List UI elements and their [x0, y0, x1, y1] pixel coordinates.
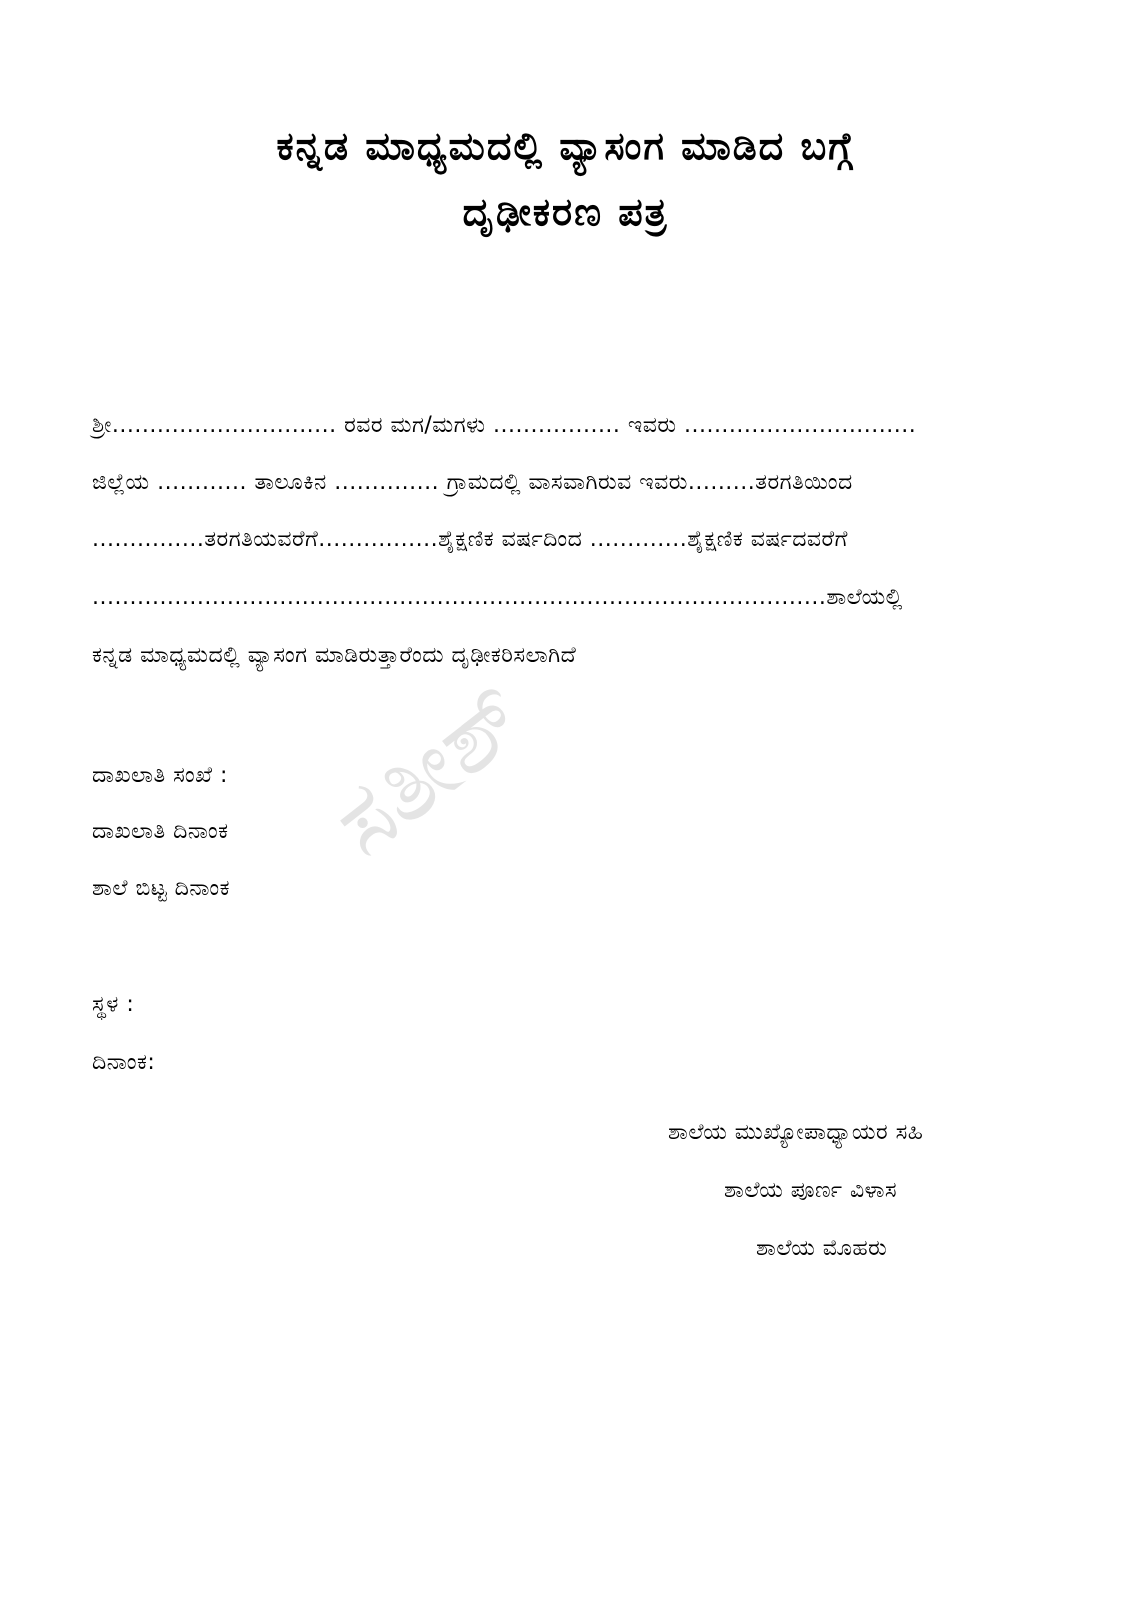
admission-date-label: ದಾಖಲಾತಿ ದಿನಾಂಕ [92, 819, 229, 844]
body-line-1: ಶ್ರೀ.............................. ರವರ ಮಗ/ಮಗಳು ................. ಇವರು ............................... [92, 413, 917, 438]
page-title: ಕನ್ನಡ ಮಾಧ್ಯಮದಲ್ಲಿ ವ್ಯಾಸಂಗ ಮಾಡಿದ ಬಗ್ಗೆ [276, 124, 855, 168]
date-label: ದಿನಾಂಕ: [92, 1050, 156, 1075]
body-line-5: ಕನ್ನಡ ಮಾಧ್ಯಮದಲ್ಲಿ ವ್ಯಾಸಂಗ ಮಾಡಿರುತ್ತಾರೆಂದು ದೃಢೀಕರಿಸಲಾಗಿದೆ [92, 643, 577, 668]
school-address-label: ಶಾಲೆಯ ಪೂರ್ಣ ವಿಳಾಸ [724, 1178, 898, 1203]
leaving-date-label: ಶಾಲೆ ಬಿಟ್ಟ ದಿನಾಂಕ [92, 876, 231, 901]
school-seal-label: ಶಾಲೆಯ ಮೊಹರು [756, 1236, 888, 1261]
body-line-2: ಜಿಲ್ಲೆಯ ............ ತಾಲೂಕಿನ .............. ಗ್ರಾಮದಲ್ಲಿ ವಾಸವಾಗಿರುವ ಇವರು.........ತರಗತಿಯಿಂದ [92, 470, 853, 495]
page-subtitle: ದೃಢೀಕರಣ ಪತ್ರ [462, 190, 669, 234]
headmaster-signature-label: ಶಾಲೆಯ ಮುಖ್ಯೋಪಾಧ್ಯಾಯರ ಸಹಿ [668, 1120, 924, 1145]
admission-number-label: ದಾಖಲಾತಿ ಸಂಖೆ : [92, 763, 228, 788]
body-line-3: ...............ತರಗತಿಯವರೆಗೆ................ಶೈಕ್ಷಣಿಕ ವರ್ಷದಿಂದ .............ಶೈಕ್ಷಣಿಕ ವರ್ಷದವರೆಗೆ [92, 527, 848, 552]
place-label: ಸ್ಥಳ : [92, 992, 135, 1017]
body-line-4: ..................................................................................................ಶಾಲೆಯಲ್ಲಿ [92, 585, 903, 610]
watermark: ಸತೀಶ್ [310, 658, 547, 879]
